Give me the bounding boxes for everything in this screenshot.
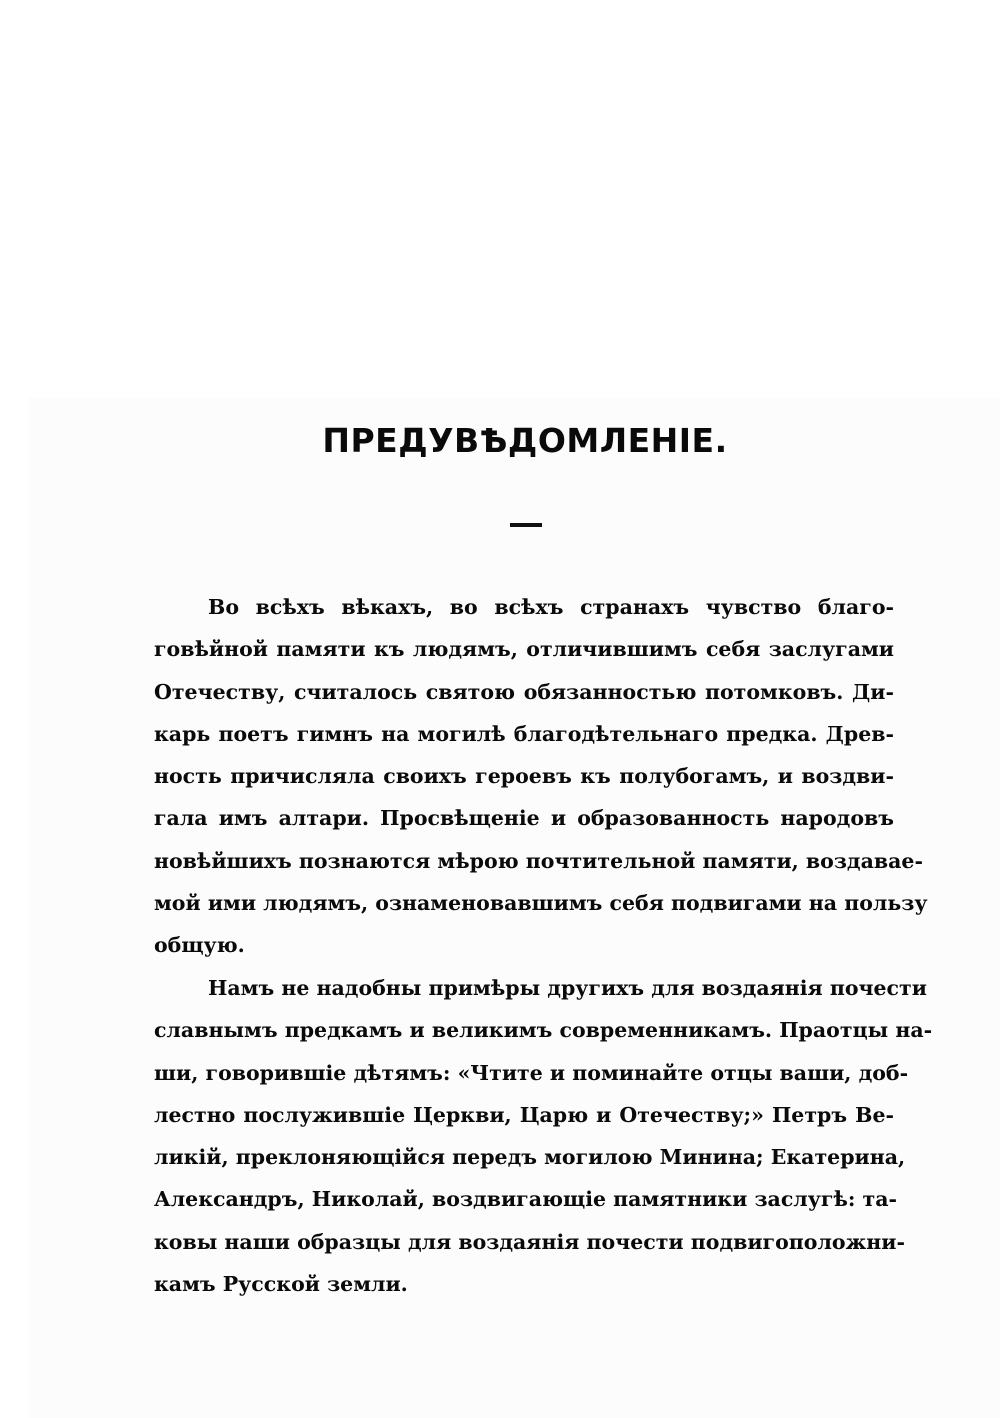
text-line: ковы наши образцы для воздаянія почести подвигоположни-	[154, 1229, 906, 1254]
text-line: ши, говорившіе дѣтямъ: «Чтите и поминайте отцы ваши, доб-	[154, 1060, 909, 1085]
text-line: Отечеству, считалось святою обязанностью потомковъ. Ди-	[154, 679, 894, 704]
text-line: Александръ, Николай, воздвигающіе памятники заслугѣ: та-	[154, 1187, 898, 1212]
text-line: Намъ не надобны примѣры другихъ для воздаянія почести	[208, 976, 927, 1000]
text-line: лестно послужившіе Церкви, Царю и Отечеству;» Петръ Ве-	[154, 1102, 894, 1127]
text-line: славнымъ предкамъ и великимъ современникамъ. Праотцы на-	[154, 1018, 933, 1043]
text-line: Во всѣхъ вѣкахъ, во всѣхъ странахъ чувство благо-	[208, 595, 894, 619]
page-title: ПРЕДУВѢДОМЛЕНІЕ.	[322, 421, 728, 460]
text-line: ность причисляла своихъ героевъ къ полубогамъ, и воздви-	[154, 764, 894, 789]
text-line: мой ими людямъ, ознаменовавшимъ себя подвигами на пользу	[154, 891, 928, 916]
text-line: камъ Русской земли.	[154, 1272, 408, 1297]
text-line: карь поетъ гимнъ на могилѣ благодѣтельнаго предка. Древ-	[154, 721, 894, 746]
text-line: новѣйшихъ познаются мѣрою почтительной памяти, воздавае-	[154, 848, 923, 873]
text-line: ликій, преклоняющійся передъ могилою Минина; Екатерина,	[154, 1145, 906, 1170]
text-line: общую.	[154, 933, 245, 958]
text-line: говѣйной памяти къ людямъ, отличившимъ себя заслугами	[154, 637, 894, 662]
paragraph-1	[154, 586, 928, 967]
title-divider	[510, 523, 542, 527]
text-line: гала имъ алтари. Просвѣщеніе и образованность народовъ	[154, 806, 894, 831]
paragraph-2	[154, 967, 933, 1305]
